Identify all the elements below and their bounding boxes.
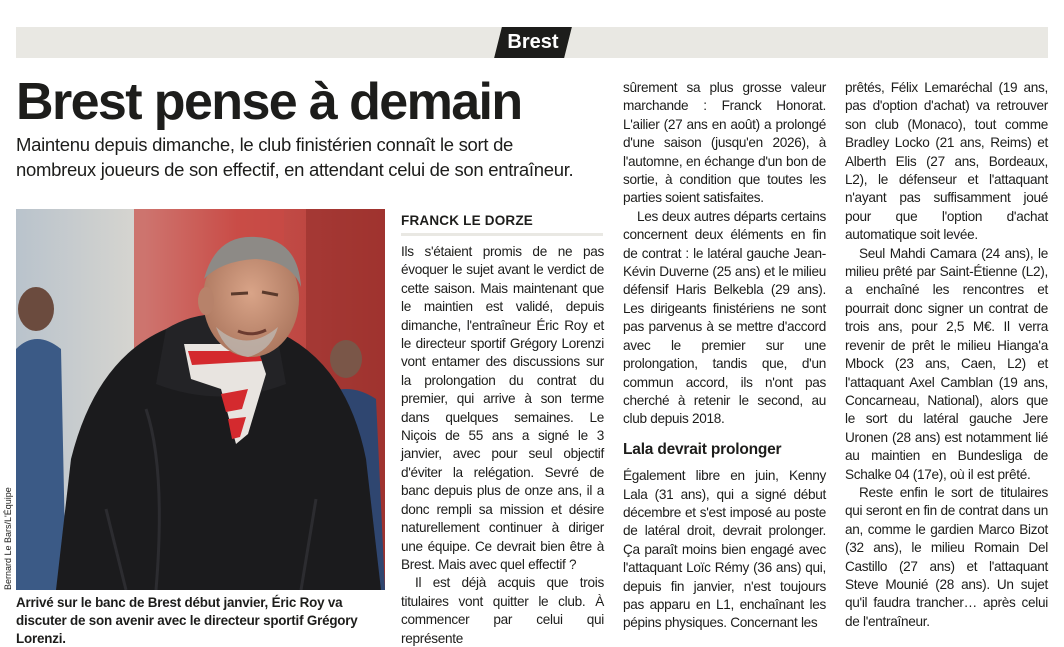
article-standfirst: Maintenu depuis dimanche, le club finistérien connaît le sort de nombreux joueurs de son effectif, en attendant celui de son entraîneur. — [16, 134, 574, 180]
photo-credit: Bernard Le Bars/L'Équipe — [3, 487, 13, 590]
article-subheading: Lala devrait prolonger — [623, 440, 782, 458]
article-column-3 — [845, 79, 1048, 631]
byline-divider — [401, 233, 603, 236]
section-label: Brest — [507, 31, 559, 53]
photo-caption: Arrivé sur le banc de Brest début janvier, Éric Roy va discuter de son avenir avec le directeur sportif Grégory Lorenzi. — [16, 595, 358, 646]
paragraph: Également libre en juin, Kenny Lala (31 ans), qui a signé début décembre et s'est imposé au poste de latéral droit, devrait prolonger. Ça paraît moins bien engagé avec l'attaquant Loïc Rémy (36 ans) qui, depuis fin janvier, n'est toujours pas apparu en L1, enchaînant les pépins physiques. Concernant les — [623, 468, 826, 631]
article-title: Brest pense à demain — [16, 73, 522, 131]
paragraph: prêtés, Félix Lemaréchal (19 ans, pas d'option d'achat) va retrouver son club (Monaco), tout comme Bradley Locko (21 ans, Reims) et Alberth Elis (27 ans, Bordeaux, L2), le défenseur et l'attaquant n'ayant pas suffisamment joué pour que l'option d'achat automatique soit levée. — [845, 80, 1048, 243]
paragraph: Ils s'étaient promis de ne pas évoquer le sujet avant le verdict de cette saison. Mais maintenant que le maintien est validé, depuis dimanche, l'entraîneur Éric Roy et le directeur sportif Grégory Lorenzi vont entamer des discussions sur la prolongation du contrat du premier, qui arrive à son terme dans quelques semaines. Le Niçois de 55 ans a signé le 3 janvier, avec pour seul objectif d'éviter la relégation. Sevré de banc depuis plus de onze ans, il a donc rempli sa mission et désire naturellement continuer à diriger une équipe. Ce devrait bien être à Brest. Mais avec quel effectif ? — [401, 244, 604, 572]
byline: FRANCK LE DORZE — [401, 213, 533, 228]
paragraph: Il est déjà acquis que trois titulaires vont quitter le club. À commencer par celui qui représente — [401, 575, 604, 646]
paragraph: sûrement sa plus grosse valeur marchande : Franck Honorat. L'ailier (27 ans en août) a prolongé d'une saison (jusqu'en 2026), à l'automne, en échange d'un bon de sortie, à condition que toutes les parties soient satisfaites. — [623, 80, 826, 206]
article-column-1 — [401, 243, 604, 647]
paragraph: Reste enfin le sort de titulaires qui seront en fin de contrat dans un an, comme le gardien Marco Bizot (32 ans), le milieu Romain Del Castillo (27 ans) et l'attaquant Steve Mounié (28 ans). Un sujet qu'il faudra trancher… après celui de l'entraîneur. — [845, 484, 1048, 629]
coach-photo-illustration — [16, 209, 385, 590]
paragraph: Les deux autres départs certains concernent deux éléments en fin de contrat : le latéral gauche Jean-Kévin Duverne (25 ans) et le milieu défensif Haris Belkebla (29 ans). Les dirigeants finistériens ne sont pas parvenus à se mettre d'accord avec le premier sur une prolongation, tandis que, d'un commun accord, ils n'ont pas cherché à retenir le second, au club depuis 2018. — [623, 208, 826, 427]
paragraph: Seul Mahdi Camara (24 ans), le milieu prêté par Saint-Étienne (L2), a enchaîné les rencontres et pourrait donc signer un contrat de trois ans, pour 2,5 M€. Il verra revenir de prêt le milieu Hianga'a Mbock (23 ans, Caen, L2) et l'attaquant Axel Camblan (19 ans, Concarneau, National), alors que le sort du latéral gauche Jere Uronen (28 ans) est notamment lié au maintien en Bundesliga de Schalke 04 (17e), où il est prêté. — [845, 245, 1048, 482]
article-photo — [16, 209, 385, 590]
article-column-2 — [623, 79, 826, 633]
